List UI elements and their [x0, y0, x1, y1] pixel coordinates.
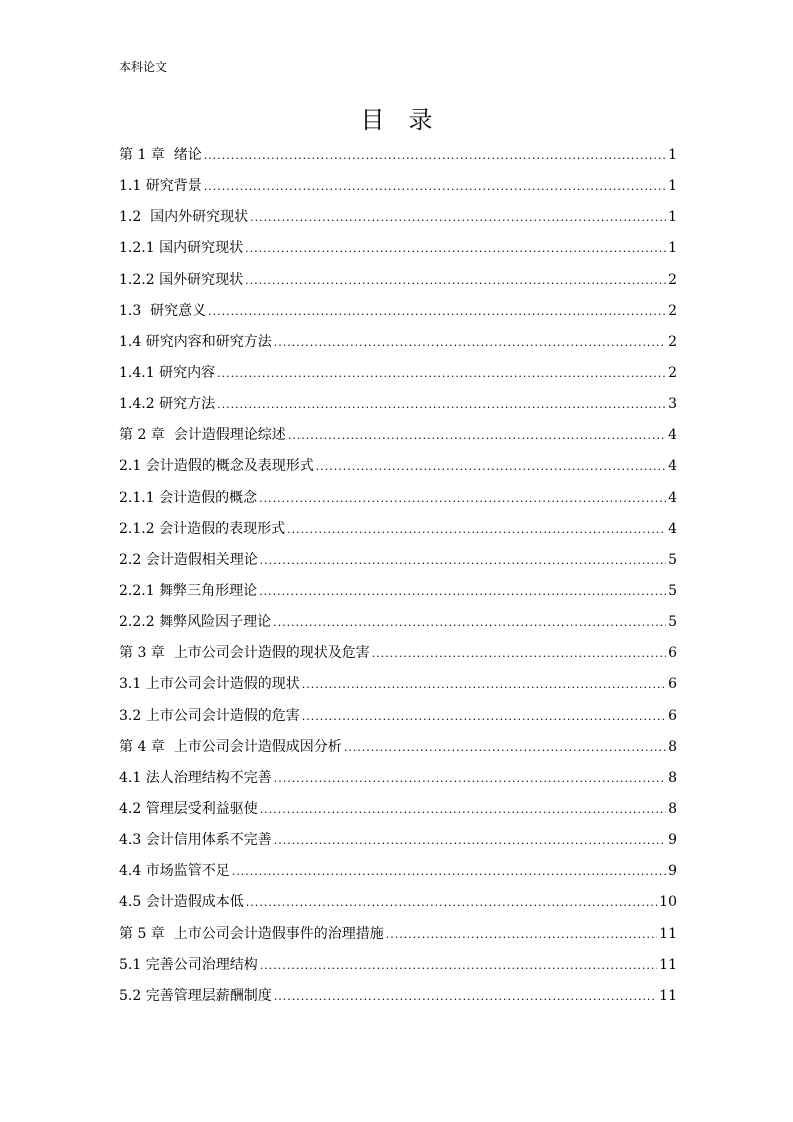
toc-page-number: 8: [668, 800, 677, 817]
toc-entry[interactable]: [119, 550, 677, 581]
toc-entry[interactable]: [119, 799, 677, 830]
toc-entry-label: 3.2 上市公司会计造假的危害: [119, 707, 300, 724]
toc-entry[interactable]: [119, 176, 677, 207]
toc-entry[interactable]: [119, 301, 677, 332]
toc-entry[interactable]: [119, 706, 677, 737]
toc-leader-dots: [260, 799, 666, 820]
toc-leader-dots: [204, 176, 666, 197]
toc-entry[interactable]: [119, 861, 677, 892]
toc-page-number: 5: [668, 614, 677, 631]
toc-page-number: 6: [668, 707, 677, 724]
toc-entry[interactable]: [119, 519, 677, 550]
toc-entry[interactable]: [119, 207, 677, 238]
toc-page-number: 11: [659, 925, 677, 942]
toc-page-number: 3: [668, 396, 677, 413]
toc-page-number: 4: [668, 427, 677, 444]
toc-page-number: 10: [659, 894, 677, 911]
toc-entry-label: 第 3 章 上市公司会计造假的现状及危害: [119, 645, 370, 662]
toc-entry[interactable]: [119, 955, 677, 986]
toc-entry[interactable]: [119, 145, 677, 176]
toc-page-number: 1: [668, 147, 677, 163]
toc-entry-label: 1.2.1 国内研究现状: [119, 240, 244, 257]
toc-entry-label: 1.2 国内外研究现状: [119, 209, 249, 226]
toc-entry-label: 4.2 管理层受利益驱使: [119, 800, 258, 817]
toc-entry-label: 1.3 研究意义: [119, 302, 207, 319]
toc-page-number: 2: [668, 271, 677, 288]
toc-page-number: 6: [668, 645, 677, 662]
toc-entry-label: 1.2.2 国外研究现状: [119, 271, 244, 288]
toc-leader-dots: [250, 207, 666, 228]
toc-entry[interactable]: [119, 238, 677, 269]
toc-leader-dots: [245, 270, 666, 291]
toc-leader-dots: [316, 456, 666, 477]
toc-leader-dots: [287, 519, 666, 540]
toc-entry[interactable]: [119, 830, 677, 861]
toc-page-number: 9: [668, 832, 677, 849]
toc-entry-label: 第 5 章 上市公司会计造假事件的治理措施: [119, 925, 384, 942]
toc-entry[interactable]: [119, 394, 677, 425]
toc-page-number: 5: [668, 551, 677, 568]
toc-page-number: 4: [668, 520, 677, 537]
toc-page-number: 1: [668, 209, 677, 226]
toc-leader-dots: [208, 301, 666, 322]
toc-leader-dots: [274, 986, 657, 1007]
toc-page-number: 2: [668, 364, 677, 381]
toc-page-number: 1: [668, 240, 677, 257]
toc-entry-label: 1.4 研究内容和研究方法: [119, 333, 272, 350]
toc-leader-dots: [302, 706, 666, 727]
toc-page-number: 4: [668, 458, 677, 475]
toc-leader-dots: [217, 363, 666, 384]
toc-entry-label: 1.1 研究背景: [119, 178, 202, 195]
toc-entry[interactable]: [119, 363, 677, 394]
toc-entry-label: 2.1 会计造假的概念及表现形式: [119, 458, 314, 475]
toc-entry[interactable]: [119, 270, 677, 301]
toc-page-number: 2: [668, 333, 677, 350]
toc-entry[interactable]: [119, 456, 677, 487]
toc-page-number: 6: [668, 676, 677, 693]
toc-entry-label: 2.1.2 会计造假的表现形式: [119, 520, 286, 537]
toc-page-number: 2: [668, 302, 677, 319]
toc-entry-label: 3.1 上市公司会计造假的现状: [119, 676, 300, 693]
toc-leader-dots: [302, 674, 666, 695]
toc-entry[interactable]: [119, 612, 677, 643]
toc-entry-label: 1.4.2 研究方法: [119, 396, 216, 413]
toc-leader-dots: [232, 861, 666, 882]
toc-entry-label: 4.3 会计信用体系不完善: [119, 832, 272, 849]
toc-entry-label: 2.2.2 舞弊风险因子理论: [119, 614, 272, 631]
toc-entry[interactable]: [119, 643, 677, 674]
toc-entry-label: 1.4.1 研究内容: [119, 364, 216, 381]
toc-leader-dots: [274, 332, 666, 353]
toc-page-number: 1: [668, 178, 677, 195]
toc-leader-dots: [245, 238, 666, 259]
toc-leader-dots: [260, 550, 666, 571]
toc-entry[interactable]: [119, 924, 677, 955]
toc-leader-dots: [204, 145, 666, 166]
toc-leader-dots: [217, 394, 666, 415]
toc-entry-label: 4.4 市场监管不足: [119, 863, 230, 880]
toc-entry-label: 4.5 会计造假成本低: [119, 894, 244, 911]
toc-entry[interactable]: [119, 332, 677, 363]
toc-entry[interactable]: [119, 986, 677, 1017]
toc-page-number: 5: [668, 582, 677, 599]
toc-page-number: 8: [668, 769, 677, 786]
running-header: 本科论文: [119, 60, 168, 74]
toc-entry-label: 5.1 完善公司治理结构: [119, 956, 258, 973]
toc-entry-label: 5.2 完善管理层薪酬制度: [119, 987, 272, 1004]
toc-entry[interactable]: [119, 768, 677, 799]
toc-leader-dots: [246, 892, 657, 913]
toc-entry-label: 第 4 章 上市公司会计造假成因分析: [119, 738, 342, 755]
toc-entry-label: 第 1 章 绪论: [119, 147, 202, 163]
toc-leader-dots: [273, 612, 666, 633]
toc-entry-label: 2.1.1 会计造假的概念: [119, 489, 258, 506]
toc-leader-dots: [260, 955, 657, 976]
toc-leader-dots: [288, 425, 666, 446]
toc-leader-dots: [274, 768, 666, 789]
toc-leader-dots: [386, 924, 657, 945]
toc-entry-label: 2.2.1 舞弊三角形理论: [119, 582, 258, 599]
toc-entry-label: 4.1 法人治理结构不完善: [119, 769, 272, 786]
toc-leader-dots: [344, 737, 666, 758]
toc-leader-dots: [372, 643, 666, 664]
page-title: 目录: [360, 106, 457, 134]
toc-leader-dots: [274, 830, 666, 851]
toc-entry[interactable]: [119, 581, 677, 612]
table-of-contents: [119, 145, 677, 1017]
toc-entry-label: 2.2 会计造假相关理论: [119, 551, 258, 568]
toc-page-number: 4: [668, 489, 677, 506]
toc-page-number: 11: [659, 956, 677, 973]
toc-entry-label: 第 2 章 会计造假理论综述: [119, 427, 286, 444]
toc-entry[interactable]: [119, 488, 677, 519]
toc-entry[interactable]: [119, 425, 677, 456]
toc-leader-dots: [259, 581, 666, 602]
toc-entry[interactable]: [119, 737, 677, 768]
toc-page-number: 8: [668, 738, 677, 755]
toc-page-number: 9: [668, 863, 677, 880]
toc-entry[interactable]: [119, 674, 677, 705]
toc-leader-dots: [259, 488, 666, 509]
toc-page-number: 11: [659, 987, 677, 1004]
toc-entry[interactable]: [119, 892, 677, 923]
